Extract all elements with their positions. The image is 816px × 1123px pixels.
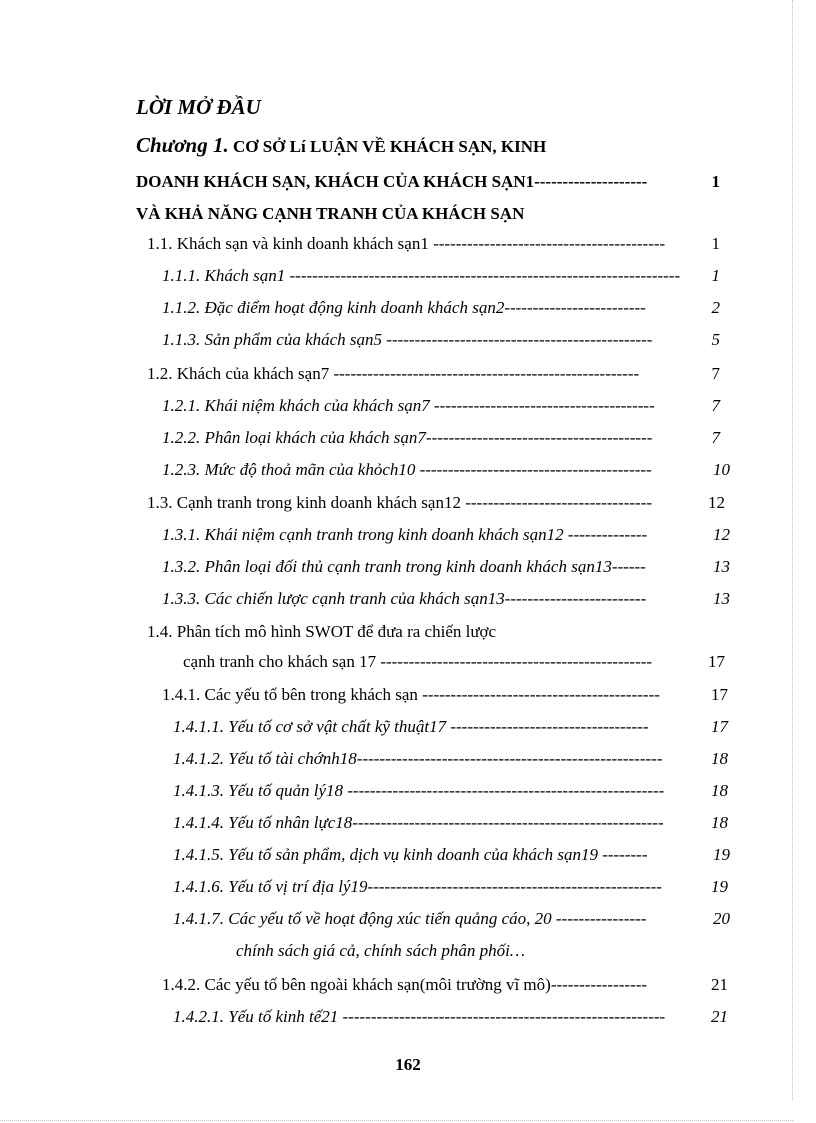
chapter-1-page: 1: [711, 172, 720, 191]
toc-page-1-4-1: 17: [711, 685, 728, 704]
toc-entry-1-4-2-1: 1.4.2.1. Yếu tố kinh tế21 ---------------------------------------------------------: [173, 1007, 666, 1026]
toc-entry-1-4-1-3: 1.4.1.3. Yếu tố quản lý18 --------------------------------------------------------: [173, 781, 665, 800]
toc-page-1-4-1-3: 18: [711, 781, 728, 800]
toc-page-1-1-3: 5: [711, 330, 720, 349]
toc-entry-1-4: 1.4. Phân tích mô hình SWOT để đưa ra chiến lược: [147, 622, 497, 641]
page-border-bottom: [0, 1120, 793, 1122]
toc-entry-1-1-3: 1.1.3. Sản phẩm của khách sạn5 -----------------------------------------------: [162, 330, 653, 349]
intro-heading: LỜI MỞ ĐẦU: [136, 95, 261, 119]
toc-entry-1-3-1: 1.3.1. Khái niệm cạnh tranh trong kinh doanh khách sạn12 --------------: [162, 525, 648, 544]
toc-entry-1-4-1-7: 1.4.1.7. Các yếu tố về hoạt động xúc tiến quảng cáo, 20 ----------------: [173, 909, 647, 928]
toc-page-1-2: 7: [711, 364, 720, 383]
toc-page-1-4-1-4: 18: [711, 813, 728, 832]
toc-entry-1-3-3: 1.3.3. Các chiến lược cạnh tranh của khách sạn13-------------------------: [162, 589, 647, 608]
toc-entry-1-2-3: 1.2.3. Mức độ thoả mãn của khỏch10 -----------------------------------------: [162, 460, 652, 479]
chapter-1-label: Chương 1.: [136, 133, 229, 157]
toc-entry-1-4-1: 1.4.1. Các yếu tố bên trong khách sạn ------------------------------------------: [162, 685, 660, 704]
toc-page-1-1-2: 2: [711, 298, 720, 317]
toc-entry-1-4-1-4: 1.4.1.4. Yếu tố nhân lực18-------------------------------------------------------: [173, 813, 664, 832]
toc-page-1-3-1: 12: [713, 525, 730, 544]
toc-entry-1-4-2: 1.4.2. Các yếu tố bên ngoài khách sạn(môi trường vĩ mô)-----------------: [162, 975, 648, 994]
toc-entry-1-4-cont: cạnh tranh cho khách sạn 17 ------------------------------------------------: [183, 652, 653, 671]
toc-page-1-2-1: 7: [711, 396, 720, 415]
toc-page-1-4-1-6: 19: [711, 877, 728, 896]
toc-entry-1-4-1-2: 1.4.1.2. Yếu tố tài chớnh18------------------------------------------------------: [173, 749, 663, 768]
toc-page-1-4-1-7: 20: [713, 909, 730, 928]
toc-page-1-1: 1: [711, 234, 720, 253]
toc-page-1-4-2: 21: [711, 975, 728, 994]
toc-entry-1-2-2: 1.2.2. Phân loại khách của khách sạn7----------------------------------------: [162, 428, 653, 447]
toc-page-1-4-1-1: 17: [711, 717, 728, 736]
toc-entry-1-4-1-1: 1.4.1.1. Yếu tố cơ sở vật chất kỹ thuật17 -----------------------------------: [173, 717, 649, 736]
toc-entry-1-2-1: 1.2.1. Khái niệm khách của khách sạn7 ---------------------------------------: [162, 396, 655, 415]
toc-entry-1-3-2: 1.3.2. Phân loại đối thủ cạnh tranh trong kinh doanh khách sạn13------: [162, 557, 646, 576]
toc-page-1-4-2-1: 21: [711, 1007, 728, 1026]
toc-page-1-4-1-5: 19: [713, 845, 730, 864]
toc-page-1-3: 12: [708, 493, 725, 512]
toc-entry-1-1-2: 1.1.2. Đặc điểm hoạt động kinh doanh khách sạn2-------------------------: [162, 298, 646, 317]
toc-entry-1-1-1: 1.1.1. Khách sạn1 ---------------------------------------------------------------------: [162, 266, 681, 285]
chapter-1-title-part-2: DOANH KHÁCH SẠN, KHÁCH CỦA KHÁCH SẠN1--------------------: [136, 172, 648, 191]
toc-entry-1-1: 1.1. Khách sạn và kinh doanh khách sạn1 -----------------------------------------: [147, 234, 666, 253]
toc-page-1-2-2: 7: [711, 428, 720, 447]
chapter-1-title-part-1: CƠ SỞ Lí LUẬN VỀ KHÁCH SẠN, KINH: [232, 137, 547, 156]
toc-page-1-2-3: 10: [713, 460, 730, 479]
toc-entry-1-3: 1.3. Cạnh tranh trong kinh doanh khách sạn12 ---------------------------------: [147, 493, 653, 512]
chapter-1-title-line-1: [136, 133, 546, 159]
toc-entry-1-4-1-7-cont: chính sách giá cả, chính sách phân phối…: [236, 941, 525, 960]
toc-page-1-1-1: 1: [711, 266, 720, 285]
toc-page-1-4: 17: [708, 652, 725, 671]
toc-entry-1-4-1-5: 1.4.1.5. Yếu tố sản phẩm, dịch vụ kinh doanh của khách sạn19 --------: [173, 845, 648, 864]
toc-page-1-4-1-2: 18: [711, 749, 728, 768]
chapter-1-title-part-3: VÀ KHẢ NĂNG CẠNH TRANH CỦA KHÁCH SẠN: [136, 204, 525, 223]
page-number: 162: [395, 1055, 421, 1074]
toc-page-1-3-2: 13: [713, 557, 730, 576]
toc-page-1-3-3: 13: [713, 589, 730, 608]
page-border-right: [792, 0, 794, 1100]
toc-entry-1-2: 1.2. Khách của khách sạn7 ------------------------------------------------------: [147, 364, 640, 383]
toc-entry-1-4-1-6: 1.4.1.6. Yếu tố vị trí địa lý19----------------------------------------------------: [173, 877, 662, 896]
